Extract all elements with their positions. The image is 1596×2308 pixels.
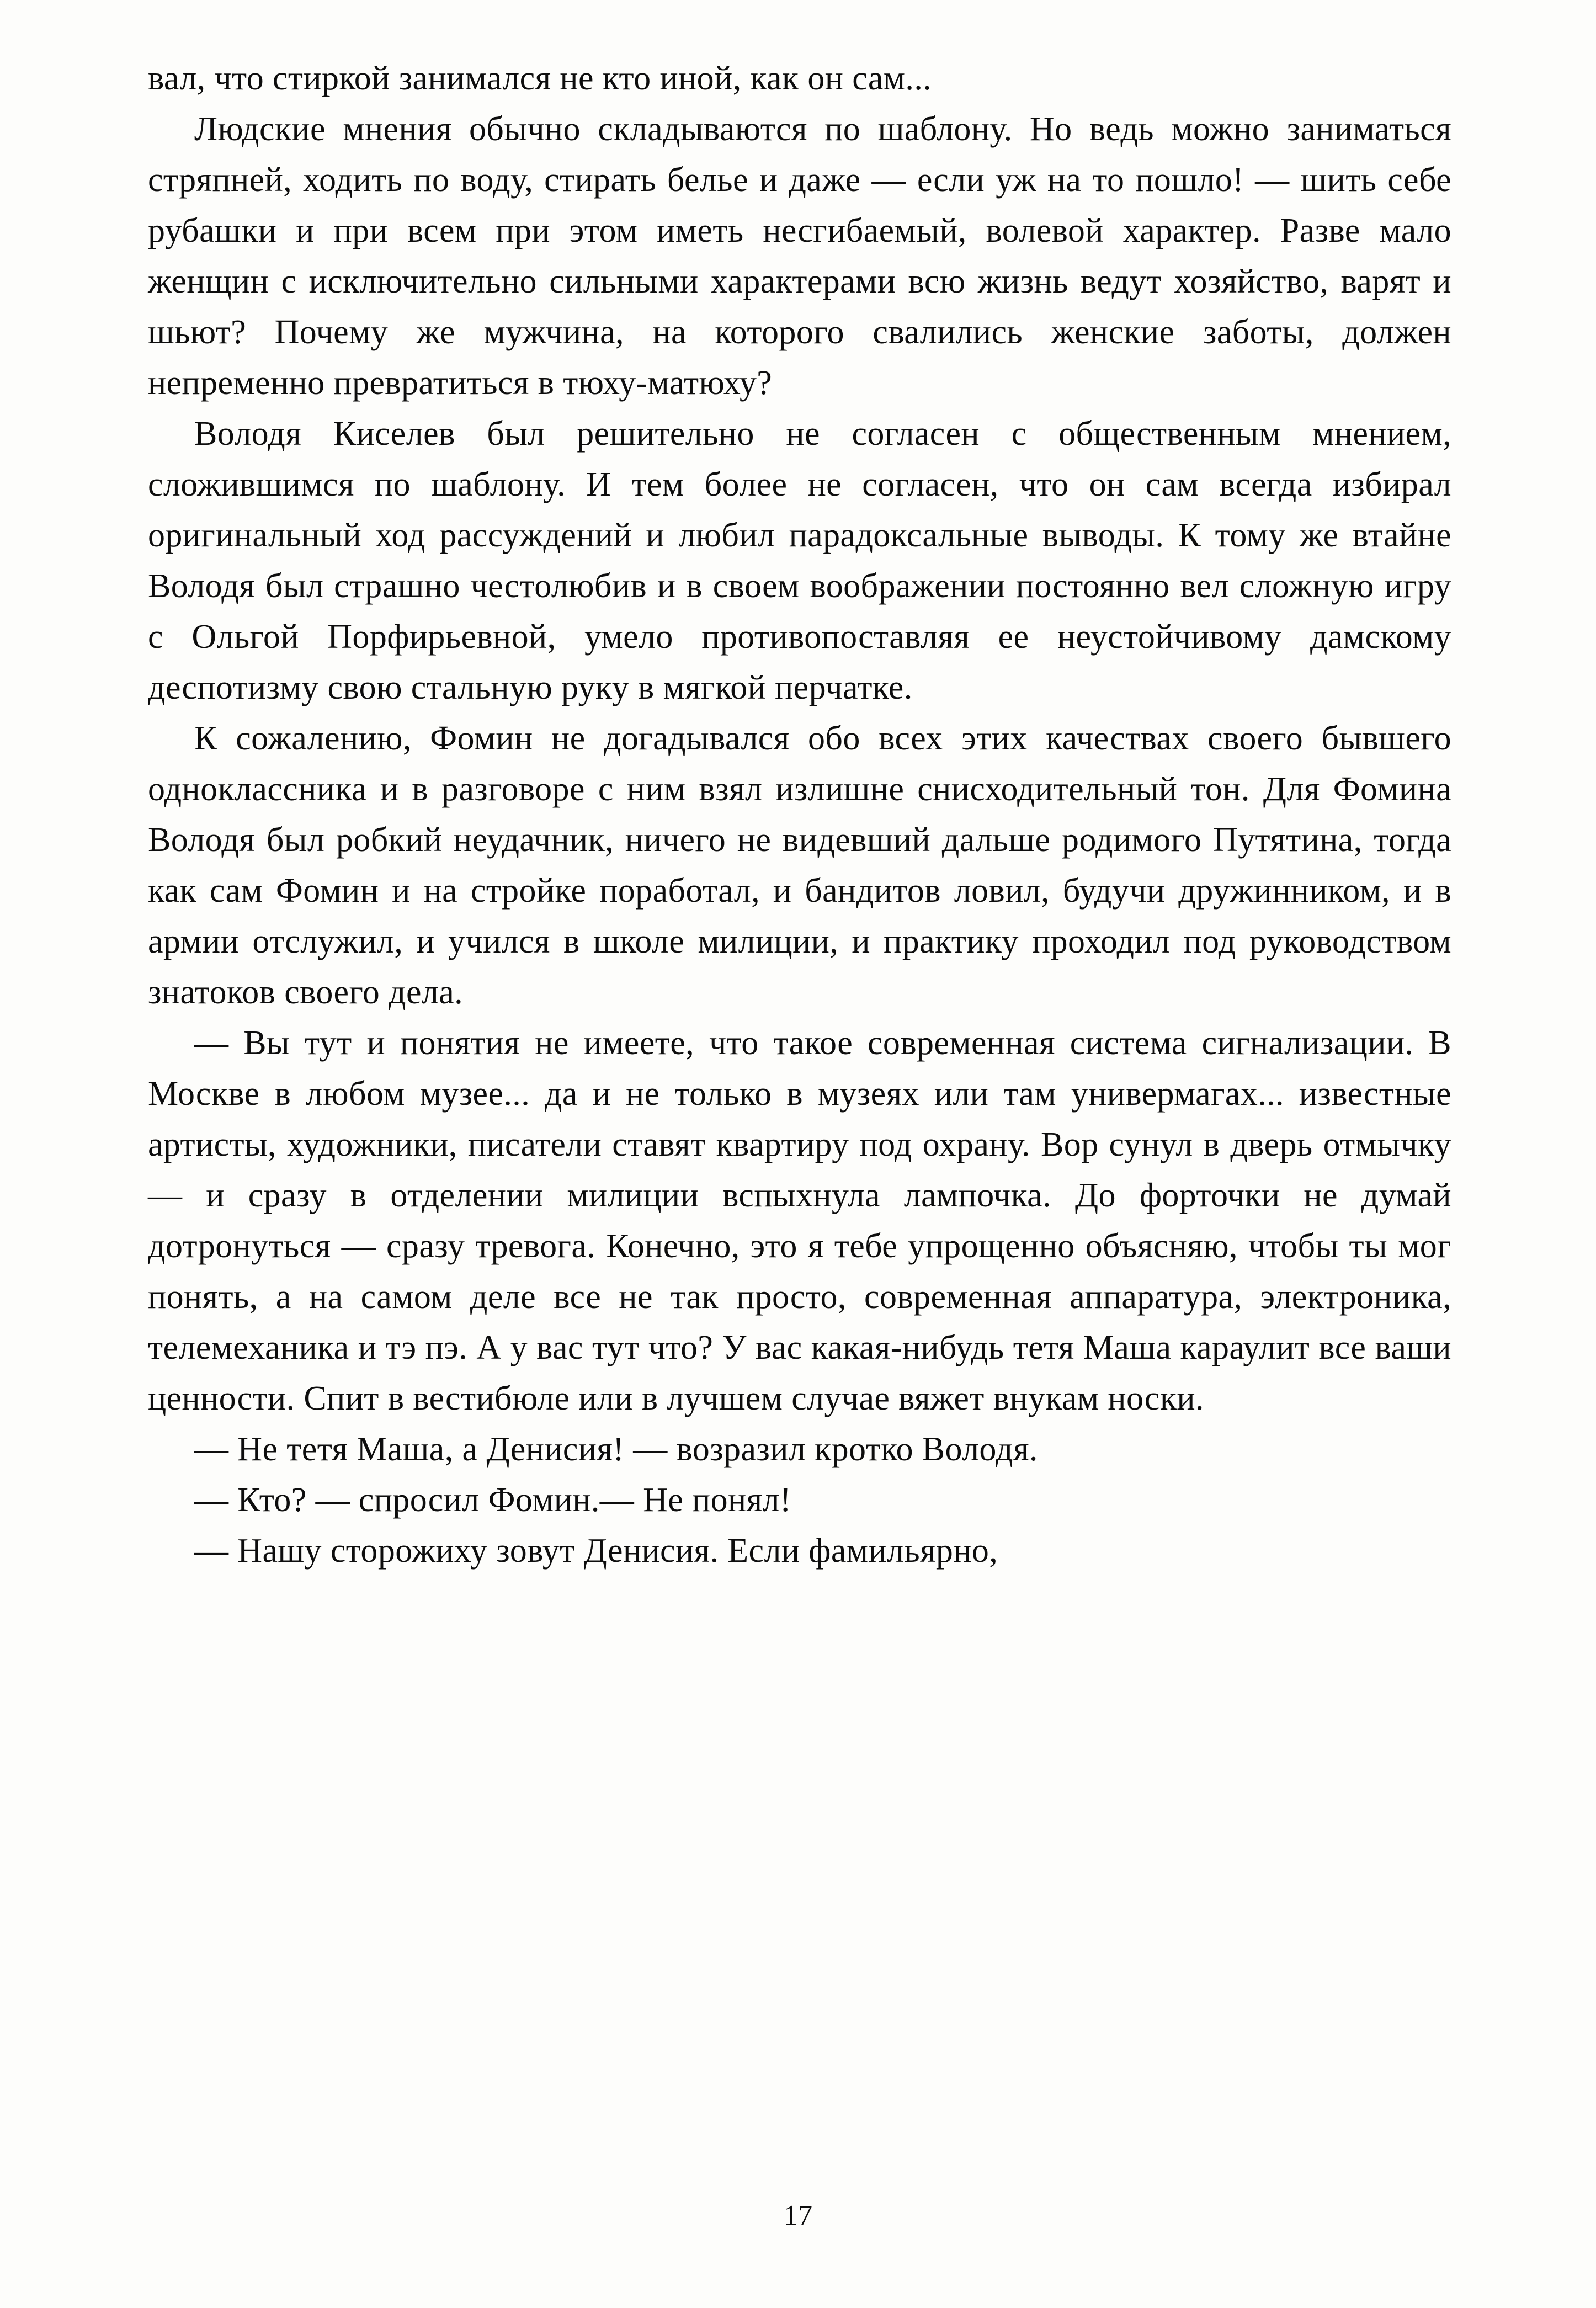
paragraph: — Не тетя Маша, а Денисия! — возразил кротко Володя. — [194, 1430, 1038, 1468]
paragraph: — Вы тут и понятия не имеете, что такое современная система сигнализации. В Москве в любом музее... да и не только в музеях или там универмагах... известные артисты, художники, писатели ставят квартиру под охрану. Вор сунул в дверь отмычку — и сразу в отделении милиции вспыхнула лампочка. До форточки не думай дотронуться — сразу тревога. Конечно, это я тебе упрощенно объясняю, чтобы ты мог понять, а на самом деле все не так просто, современная аппаратура, электроника, телемеханика и тэ пэ. А у вас тут что? У вас какая-нибудь тетя Маша караулит все ваши ценности. Спит в вестибюле или в лучшем случае вяжет внукам носки. — [148, 1024, 1460, 1417]
page-text-body — [148, 53, 1460, 1576]
page-number: 17 — [784, 2200, 812, 2231]
paragraph: — Кто? — спросил Фомин.— Не понял! — [194, 1481, 791, 1519]
paragraph: К сожалению, Фомин не догадывался обо всех этих качествах своего бывшего одноклассника и в разговоре с ним взял излишне снисходительный тон. Для Фомина Володя был робкий неудачник, ничего не видевший дальше родимого Путятина, тогда как сам Фомин и на стройке поработал, и бандитов ловил, будучи дружинником, и в армии отслужил, и учился в школе милиции, и практику проходил под руководством знатоков своего дела. — [148, 720, 1460, 1011]
paragraph: Володя Киселев был решительно не согласен с общественным мнением, сложившимся по шаблону. И тем более не согласен, что он сам всегда избирал оригинальный ход рассуждений и любил парадоксальные выводы. К тому же втайне Володя был страшно честолюбив и в своем воображении постоянно вел сложную игру с Ольгой Порфирьевной, умело противопоставляя ее неустойчивому дамскому деспотизму свою стальную руку в мягкой перчатке. — [148, 415, 1460, 706]
paragraph: Людские мнения обычно складываются по шаблону. Но ведь можно заниматься стряпней, ходить по воду, стирать белье и даже — если уж на то пошло! — шить себе рубашки и при всем при этом иметь несгибаемый, волевой характер. Разве мало женщин с исключительно сильными характерами всю жизнь ведут хозяйство, варят и шьют? Почему же мужчина, на которого свалились женские заботы, должен непременно превратиться в тюху-матюху? — [148, 110, 1460, 402]
paragraph: вал, что стиркой занимался не кто иной, как он сам... — [148, 60, 932, 97]
paragraph: — Нашу сторожиху зовут Денисия. Если фамильярно, — [194, 1532, 998, 1570]
